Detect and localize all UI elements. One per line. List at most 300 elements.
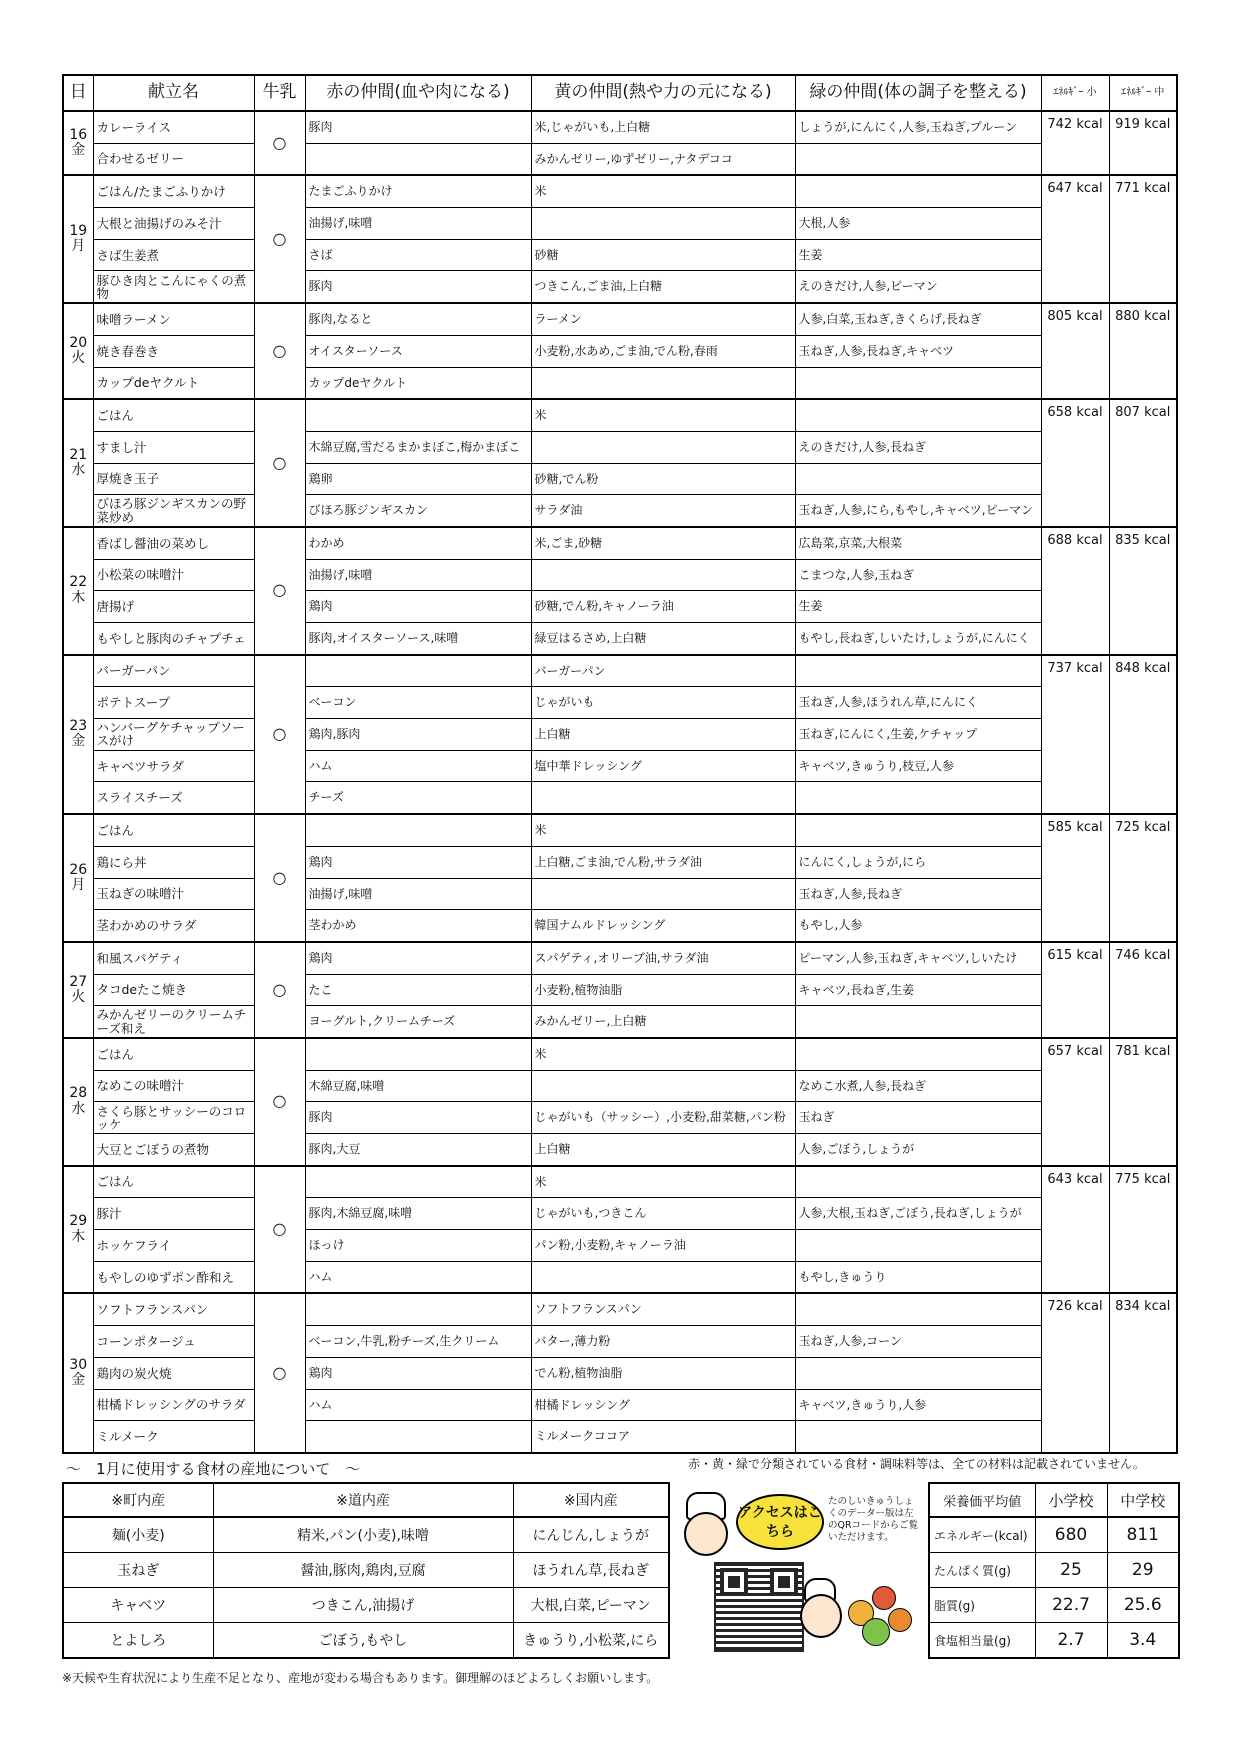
- energy-mid: 746 kcal: [1109, 942, 1177, 1038]
- nutrition-header-row: [929, 1483, 1179, 1517]
- red-group-cell: 豚肉,オイスターソース,味噌: [305, 623, 531, 655]
- red-group-cell: 鶏肉: [305, 942, 531, 974]
- energy-small: 615 kcal: [1041, 942, 1109, 1038]
- dish-name: みかんゼリーのクリームチーズ和え: [93, 1006, 254, 1038]
- nutrition-value: 2.7: [1035, 1623, 1107, 1659]
- day-weekday: 木: [71, 1228, 86, 1245]
- red-group-cell: 鶏肉: [305, 1357, 531, 1389]
- yellow-group-cell: ソフトフランスパン: [531, 1293, 795, 1325]
- green-group-cell: [795, 1166, 1041, 1198]
- green-group-cell: 広島菜,京菜,大根菜: [795, 527, 1041, 559]
- vegetable-icon: [888, 1608, 912, 1632]
- nutrition-row: [929, 1588, 1179, 1623]
- dish-name: バーガーパン: [93, 655, 254, 687]
- dish-name: 大豆とごぼうの煮物: [93, 1134, 254, 1166]
- nutrition-value: 680: [1035, 1517, 1107, 1553]
- red-group-cell: チーズ: [305, 782, 531, 814]
- red-group-cell: [305, 1293, 531, 1325]
- red-group-cell: ハム: [305, 750, 531, 782]
- origin-cell: ごぼう,もやし: [213, 1623, 513, 1659]
- menu-row: [63, 846, 1177, 878]
- dish-name: 小松菜の味噌汁: [93, 559, 254, 591]
- day-date: 16: [69, 126, 88, 143]
- green-group-cell: もやし,きゅうり: [795, 1261, 1041, 1293]
- yellow-group-cell: みかんゼリー,ゆずゼリー,ナタデココ: [531, 143, 795, 175]
- yellow-group-cell: [531, 431, 795, 463]
- menu-row: [63, 143, 1177, 175]
- menu-row: [63, 1326, 1177, 1358]
- menu-row: [63, 335, 1177, 367]
- yellow-group-cell: [531, 878, 795, 910]
- yellow-group-cell: パン粉,小麦粉,キャノーラ油: [531, 1230, 795, 1262]
- dish-name: ごはん: [93, 814, 254, 846]
- green-group-cell: 人参,ごぼう,しょうが: [795, 1134, 1041, 1166]
- energy-mid: 919 kcal: [1109, 111, 1177, 175]
- menu-body: [63, 111, 1177, 1453]
- day-date: 22: [69, 574, 88, 591]
- nutrition-value: 29: [1107, 1553, 1179, 1588]
- red-group-cell: ベーコン,牛乳,粉チーズ,生クリーム: [305, 1326, 531, 1358]
- day-weekday: 火: [71, 988, 86, 1005]
- origin-cell: ほうれん草,長ねぎ: [513, 1553, 669, 1588]
- energy-mid: 725 kcal: [1109, 814, 1177, 942]
- origin-cell: 麺(小麦): [63, 1517, 213, 1553]
- green-group-cell: 玉ねぎ,人参,長ねぎ,キャベツ: [795, 335, 1041, 367]
- menu-row: [63, 1261, 1177, 1293]
- green-group-cell: 玉ねぎ: [795, 1102, 1041, 1134]
- red-group-cell: 油揚げ,味噌: [305, 208, 531, 240]
- nutrition-label: エネルギー(kcal): [929, 1517, 1035, 1553]
- origin-header-town: ※町内産: [63, 1483, 213, 1517]
- green-group-cell: [795, 1038, 1041, 1070]
- yellow-group-cell: バター,薄力粉: [531, 1326, 795, 1358]
- green-group-cell: 玉ねぎ,人参,ほうれん草,にんにく: [795, 687, 1041, 719]
- dish-name: 鶏肉の炭火焼: [93, 1357, 254, 1389]
- dish-name: 豚ひき肉とこんにゃくの煮物: [93, 271, 254, 303]
- milk-mark: ○: [254, 303, 305, 399]
- yellow-group-cell: 上白糖: [531, 719, 795, 751]
- red-group-cell: 木綿豆腐,味噌: [305, 1070, 531, 1102]
- red-group-cell: [305, 814, 531, 846]
- yellow-group-cell: みかんゼリー,上白糖: [531, 1006, 795, 1038]
- day-cell: [63, 655, 93, 814]
- red-group-cell: たこ: [305, 974, 531, 1006]
- green-group-cell: ピーマン,人参,玉ねぎ,キャベツ,しいたけ: [795, 942, 1041, 974]
- day-weekday: 月: [71, 238, 86, 255]
- yellow-group-cell: 小麦粉,植物油脂: [531, 974, 795, 1006]
- day-weekday: 金: [71, 1372, 86, 1389]
- day-cell: [63, 942, 93, 1038]
- day-date: 30: [69, 1356, 88, 1373]
- dish-name: ごはん/たまごふりかけ: [93, 175, 254, 207]
- red-group-cell: さば: [305, 239, 531, 271]
- day-date: 23: [69, 718, 88, 735]
- green-group-cell: 生姜: [795, 239, 1041, 271]
- menu-row: [63, 111, 1177, 143]
- footer-note: ※天候や生育状況により生産不足となり、産地が変わる場合もあります。御理解のほどよろしくお願いします。: [62, 1671, 659, 1685]
- dish-name: 茎わかめのサラダ: [93, 910, 254, 942]
- day-date: 19: [69, 222, 88, 239]
- dish-name: 豚汁: [93, 1198, 254, 1230]
- menu-row: [63, 878, 1177, 910]
- dish-name: さば生姜煮: [93, 239, 254, 271]
- nutrition-value: 3.4: [1107, 1623, 1179, 1659]
- green-group-cell: [795, 1293, 1041, 1325]
- dish-name: すまし汁: [93, 431, 254, 463]
- green-group-cell: 玉ねぎ,にんにく,生姜,ケチャップ: [795, 719, 1041, 751]
- green-group-cell: キャベツ,きゅうり,枝豆,人参: [795, 750, 1041, 782]
- menu-row: [63, 527, 1177, 559]
- nutrition-header-elementary: 小学校: [1035, 1483, 1107, 1517]
- green-group-cell: [795, 655, 1041, 687]
- yellow-group-cell: スパゲティ,オリーブ油,サラダ油: [531, 942, 795, 974]
- menu-table: [62, 74, 1178, 1454]
- energy-mid: 880 kcal: [1109, 303, 1177, 399]
- yellow-group-cell: 砂糖,でん粉,キャノーラ油: [531, 591, 795, 623]
- day-weekday: 火: [71, 350, 86, 367]
- header-energy-mid: ｴﾈﾙｷﾞｰ 中: [1109, 75, 1177, 111]
- access-bubble[interactable]: アクセスはこちら: [736, 1494, 824, 1550]
- yellow-group-cell: じゃがいも: [531, 687, 795, 719]
- day-weekday: 月: [71, 877, 86, 893]
- energy-small: 688 kcal: [1041, 527, 1109, 655]
- green-group-cell: 人参,大根,玉ねぎ,ごぼう,長ねぎ,しょうが: [795, 1198, 1041, 1230]
- green-group-cell: [795, 463, 1041, 495]
- qr-code-icon[interactable]: [714, 1562, 804, 1652]
- green-group-cell: 玉ねぎ,人参,長ねぎ: [795, 878, 1041, 910]
- red-group-cell: ほっけ: [305, 1230, 531, 1262]
- yellow-group-cell: [531, 1261, 795, 1293]
- red-group-cell: 油揚げ,味噌: [305, 559, 531, 591]
- dish-name: 玉ねぎの味噌汁: [93, 878, 254, 910]
- vegetable-icon: [862, 1618, 890, 1646]
- yellow-group-cell: 塩中華ドレッシング: [531, 750, 795, 782]
- menu-row: [63, 1198, 1177, 1230]
- red-group-cell: [305, 143, 531, 175]
- yellow-group-cell: 米,ごま,砂糖: [531, 527, 795, 559]
- dish-name: カップdeヤクルト: [93, 367, 254, 399]
- green-group-cell: [795, 1006, 1041, 1038]
- red-group-cell: 豚肉,大豆: [305, 1134, 531, 1166]
- yellow-group-cell: バーガーパン: [531, 655, 795, 687]
- green-group-cell: 生姜: [795, 591, 1041, 623]
- red-group-cell: ヨーグルト,クリームチーズ: [305, 1006, 531, 1038]
- yellow-group-cell: 韓国ナムルドレッシング: [531, 910, 795, 942]
- origin-header-row: [63, 1483, 669, 1517]
- energy-small: 643 kcal: [1041, 1166, 1109, 1294]
- red-group-cell: [305, 1421, 531, 1453]
- red-group-cell: 油揚げ,味噌: [305, 878, 531, 910]
- yellow-group-cell: ミルメークココア: [531, 1421, 795, 1453]
- menu-row: [63, 271, 1177, 303]
- red-group-cell: 木綿豆腐,雪だるまかまぼこ,梅かまぼこ: [305, 431, 531, 463]
- vegetable-icon: [872, 1586, 896, 1610]
- dish-name: ミルメーク: [93, 1421, 254, 1453]
- red-group-cell: 鶏肉,豚肉: [305, 719, 531, 751]
- day-weekday: 木: [71, 589, 86, 606]
- menu-row: [63, 942, 1177, 974]
- energy-small: 726 kcal: [1041, 1293, 1109, 1452]
- origin-cell: にんじん,しょうが: [513, 1517, 669, 1553]
- energy-mid: 848 kcal: [1109, 655, 1177, 814]
- dish-name: 柑橘ドレッシングのサラダ: [93, 1389, 254, 1421]
- yellow-group-cell: 米: [531, 1038, 795, 1070]
- dish-name: 合わせるゼリー: [93, 143, 254, 175]
- dish-name: タコdeたこ焼き: [93, 974, 254, 1006]
- dish-name: スライスチーズ: [93, 782, 254, 814]
- menu-row: [63, 782, 1177, 814]
- classification-note: 赤・黄・緑で分類されている食材・調味料等は、全ての材料は記載されていません。: [688, 1457, 1145, 1471]
- red-group-cell: 豚肉,木綿豆腐,味噌: [305, 1198, 531, 1230]
- yellow-group-cell: [531, 208, 795, 240]
- menu-row: [63, 1070, 1177, 1102]
- origin-cell: 玉ねぎ: [63, 1553, 213, 1588]
- day-date: 29: [69, 1213, 88, 1230]
- red-group-cell: カップdeヤクルト: [305, 367, 531, 399]
- header-green: 緑の仲間(体の調子を整える): [795, 75, 1041, 111]
- milk-mark: ○: [254, 655, 305, 814]
- nutrition-header-label: 栄養価平均値: [929, 1483, 1035, 1517]
- day-weekday: 金: [71, 142, 86, 159]
- origin-cell: 精米,パン(小麦),味噌: [213, 1517, 513, 1553]
- menu-row: [63, 559, 1177, 591]
- yellow-group-cell: [531, 1070, 795, 1102]
- yellow-group-cell: ラーメン: [531, 303, 795, 335]
- day-cell: [63, 1038, 93, 1166]
- chef-icon: [800, 1594, 842, 1638]
- green-group-cell: こまつな,人参,玉ねぎ: [795, 559, 1041, 591]
- yellow-group-cell: 米: [531, 1166, 795, 1198]
- nutrition-row: [929, 1623, 1179, 1659]
- red-group-cell: 鶏肉: [305, 591, 531, 623]
- nutrition-header-junior: 中学校: [1107, 1483, 1179, 1517]
- yellow-group-cell: でん粉,植物油脂: [531, 1357, 795, 1389]
- milk-mark: ○: [254, 527, 305, 655]
- dish-name: ごはん: [93, 399, 254, 431]
- origin-cell: きゅうり,小松菜,にら: [513, 1623, 669, 1659]
- red-group-cell: ハム: [305, 1389, 531, 1421]
- yellow-group-cell: 米: [531, 175, 795, 207]
- menu-row: [63, 1006, 1177, 1038]
- day-date: 28: [69, 1085, 88, 1102]
- nutrition-table: [928, 1482, 1180, 1659]
- milk-mark: ○: [254, 399, 305, 527]
- dish-name: 鶏にら丼: [93, 846, 254, 878]
- day-cell: [63, 303, 93, 399]
- red-group-cell: たまごふりかけ: [305, 175, 531, 207]
- day-cell: [63, 399, 93, 527]
- menu-row: [63, 1357, 1177, 1389]
- chef-icon: [684, 1512, 728, 1556]
- origin-table: [62, 1482, 670, 1659]
- green-group-cell: しょうが,にんにく,人参,玉ねぎ,プルーン: [795, 111, 1041, 143]
- green-group-cell: [795, 367, 1041, 399]
- menu-row: [63, 303, 1177, 335]
- red-group-cell: わかめ: [305, 527, 531, 559]
- red-group-cell: 鶏肉: [305, 846, 531, 878]
- menu-row: [63, 1102, 1177, 1134]
- yellow-group-cell: つきこん,ごま油,上白糖: [531, 271, 795, 303]
- energy-small: 805 kcal: [1041, 303, 1109, 399]
- dish-name: 和風スパゲティ: [93, 942, 254, 974]
- energy-mid: 807 kcal: [1109, 399, 1177, 527]
- origin-row: [63, 1623, 669, 1659]
- energy-small: 585 kcal: [1041, 814, 1109, 942]
- origin-row: [63, 1588, 669, 1623]
- energy-small: 742 kcal: [1041, 111, 1109, 175]
- dish-name: 厚焼き玉子: [93, 463, 254, 495]
- day-cell: [63, 175, 93, 303]
- milk-mark: ○: [254, 1038, 305, 1166]
- dish-name: ホッケフライ: [93, 1230, 254, 1262]
- green-group-cell: えのきだけ,人参,ピーマン: [795, 271, 1041, 303]
- green-group-cell: [795, 399, 1041, 431]
- yellow-group-cell: 砂糖,でん粉: [531, 463, 795, 495]
- menu-row: [63, 1230, 1177, 1262]
- menu-row: [63, 367, 1177, 399]
- menu-row: [63, 208, 1177, 240]
- day-date: 27: [69, 973, 88, 990]
- access-text: たのしいきゅうしょくのデーター版は左のQRコードからご覧いただけます。: [828, 1496, 919, 1543]
- dish-name: コーンポタージュ: [93, 1326, 254, 1358]
- menu-row: [63, 399, 1177, 431]
- header-milk: 牛乳: [254, 75, 305, 111]
- nutrition-label: たんぱく質(g): [929, 1553, 1035, 1588]
- header-yellow: 黄の仲間(熱や力の元になる): [531, 75, 795, 111]
- nutrition-row: [929, 1517, 1179, 1553]
- milk-mark: ○: [254, 942, 305, 1038]
- yellow-group-cell: 米,じゃがいも,上白糖: [531, 111, 795, 143]
- red-group-cell: 豚肉: [305, 1102, 531, 1134]
- nutrition-row: [929, 1553, 1179, 1588]
- green-group-cell: [795, 143, 1041, 175]
- nutrition-value: 811: [1107, 1517, 1179, 1553]
- origin-title: ～ 1月に使用する食材の産地について ～: [66, 1460, 361, 1478]
- red-group-cell: 鶏卵: [305, 463, 531, 495]
- header-menu: 献立名: [93, 75, 254, 111]
- nutrition-value: 25: [1035, 1553, 1107, 1588]
- menu-row: [63, 175, 1177, 207]
- menu-row: [63, 1421, 1177, 1453]
- nutrition-value: 22.7: [1035, 1588, 1107, 1623]
- green-group-cell: もやし,長ねぎ,しいたけ,しょうが,にんにく: [795, 623, 1041, 655]
- green-group-cell: [795, 1230, 1041, 1262]
- milk-mark: ○: [254, 814, 305, 942]
- header-day: 日: [63, 75, 93, 111]
- dish-name: 焼き春巻き: [93, 335, 254, 367]
- menu-row: [63, 910, 1177, 942]
- menu-row: [63, 1134, 1177, 1166]
- yellow-group-cell: じゃがいも（サッシー）,小麦粉,甜菜糖,パン粉: [531, 1102, 795, 1134]
- energy-small: 658 kcal: [1041, 399, 1109, 527]
- menu-row: [63, 974, 1177, 1006]
- green-group-cell: 人参,白菜,玉ねぎ,きくらげ,長ねぎ: [795, 303, 1041, 335]
- origin-cell: とよしろ: [63, 1623, 213, 1659]
- yellow-group-cell: 米: [531, 814, 795, 846]
- green-group-cell: 大根,人参: [795, 208, 1041, 240]
- yellow-group-cell: 砂糖: [531, 239, 795, 271]
- green-group-cell: キャベツ,きゅうり,人参: [795, 1389, 1041, 1421]
- green-group-cell: [795, 1357, 1041, 1389]
- dish-name: なめこの味噌汁: [93, 1070, 254, 1102]
- red-group-cell: 豚肉: [305, 271, 531, 303]
- green-group-cell: 玉ねぎ,人参,にら,もやし,キャベツ,ピーマン: [795, 495, 1041, 527]
- origin-header-hokkaido: ※道内産: [213, 1483, 513, 1517]
- nutrition-label: 食塩相当量(g): [929, 1623, 1035, 1659]
- origin-row: [63, 1517, 669, 1553]
- origin-cell: つきこん,油揚げ: [213, 1588, 513, 1623]
- red-group-cell: びほろ豚ジンギスカン: [305, 495, 531, 527]
- dish-name: もやしと豚肉のチャプチェ: [93, 623, 254, 655]
- yellow-group-cell: 上白糖: [531, 1134, 795, 1166]
- access-panel: [676, 1482, 922, 1652]
- menu-row: [63, 1038, 1177, 1070]
- yellow-group-cell: 小麦粉,水あめ,ごま油,でん粉,春雨: [531, 335, 795, 367]
- menu-row: [63, 1389, 1177, 1421]
- dish-name: ソフトフランスパン: [93, 1293, 254, 1325]
- header-red: 赤の仲間(血や肉になる): [305, 75, 531, 111]
- green-group-cell: 玉ねぎ,人参,コーン: [795, 1326, 1041, 1358]
- menu-row: [63, 623, 1177, 655]
- red-group-cell: [305, 655, 531, 687]
- yellow-group-cell: 緑豆はるさめ,上白糖: [531, 623, 795, 655]
- dish-name: びほろ豚ジンギスカンの野菜炒め: [93, 495, 254, 527]
- header-energy-small: ｴﾈﾙｷﾞｰ 小: [1041, 75, 1109, 111]
- day-weekday: 水: [71, 462, 86, 479]
- red-group-cell: [305, 1166, 531, 1198]
- energy-small: 657 kcal: [1041, 1038, 1109, 1166]
- dish-name: さくら豚とサッシーのコロッケ: [93, 1102, 254, 1134]
- red-group-cell: 豚肉: [305, 111, 531, 143]
- menu-row: [63, 431, 1177, 463]
- milk-mark: ○: [254, 1293, 305, 1452]
- day-weekday: 水: [71, 1100, 86, 1117]
- green-group-cell: にんにく,しょうが,にら: [795, 846, 1041, 878]
- nutrition-label: 脂質(g): [929, 1588, 1035, 1623]
- green-group-cell: [795, 175, 1041, 207]
- menu-row: [63, 495, 1177, 527]
- energy-mid: 835 kcal: [1109, 527, 1177, 655]
- day-cell: [63, 814, 93, 942]
- day-date: 20: [69, 334, 88, 351]
- day-cell: [63, 1293, 93, 1452]
- day-weekday: 金: [71, 733, 86, 750]
- dish-name: 大根と油揚げのみそ汁: [93, 208, 254, 240]
- day-date: 21: [69, 446, 88, 463]
- nutrition-value: 25.6: [1107, 1588, 1179, 1623]
- yellow-group-cell: [531, 367, 795, 399]
- green-group-cell: [795, 782, 1041, 814]
- origin-cell: キャベツ: [63, 1588, 213, 1623]
- dish-name: ポテトスープ: [93, 687, 254, 719]
- energy-small: 737 kcal: [1041, 655, 1109, 814]
- day-cell: [63, 111, 93, 175]
- yellow-group-cell: 柑橘ドレッシング: [531, 1389, 795, 1421]
- red-group-cell: オイスターソース: [305, 335, 531, 367]
- menu-row: [63, 719, 1177, 751]
- menu-header-row: [63, 75, 1177, 111]
- origin-row: [63, 1553, 669, 1588]
- green-group-cell: キャベツ,長ねぎ,生姜: [795, 974, 1041, 1006]
- green-group-cell: [795, 1421, 1041, 1453]
- origin-cell: 大根,白菜,ピーマン: [513, 1588, 669, 1623]
- dish-name: ごはん: [93, 1166, 254, 1198]
- yellow-group-cell: 上白糖,ごま油,でん粉,サラダ油: [531, 846, 795, 878]
- red-group-cell: ハム: [305, 1261, 531, 1293]
- menu-row: [63, 463, 1177, 495]
- menu-row: [63, 1166, 1177, 1198]
- yellow-group-cell: 米: [531, 399, 795, 431]
